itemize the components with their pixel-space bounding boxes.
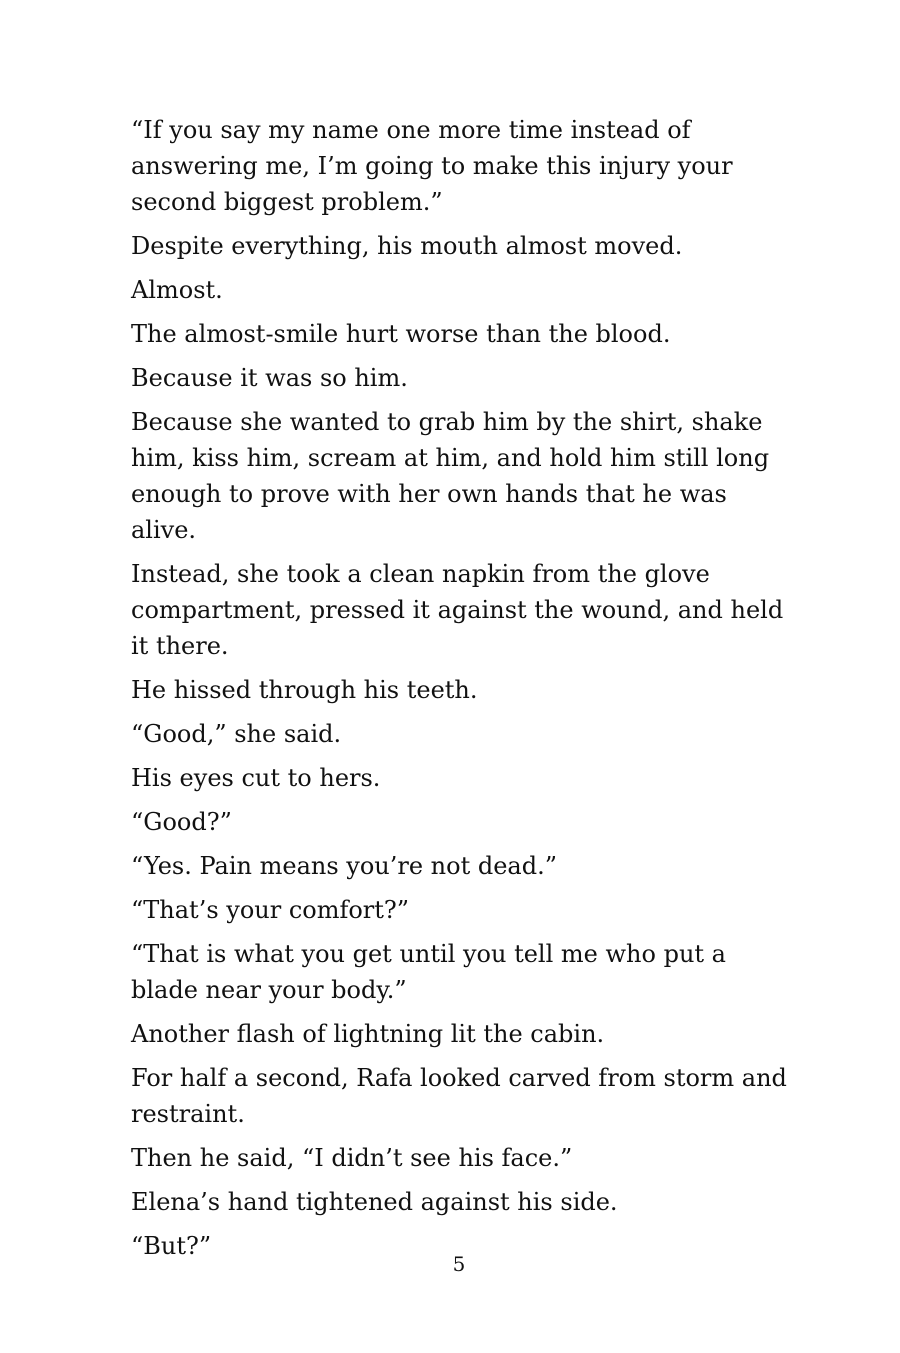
paragraph: “Good,” she said. [131,720,342,748]
paragraph: “That is what you get until you tell me who put a blade near your body.” [131,940,726,1004]
paragraph: “Good?” [131,808,232,836]
paragraph: Then he said, “I didn’t see his face.” [131,1144,573,1172]
paragraph: Instead, she took a clean napkin from the glove compartment, pressed it against the wound, and held it there. [131,560,784,660]
paragraph: “If you say my name one more time instead of answering me, I’m going to make this injury your second biggest problem.” [131,116,733,216]
paragraph: “Yes. Pain means you’re not dead.” [131,852,557,880]
paragraph: Despite everything, his mouth almost moved. [131,232,683,260]
paragraph: Another flash of lightning lit the cabin. [131,1020,605,1048]
paragraph: He hissed through his teeth. [131,676,478,704]
paragraph: For half a second, Rafa looked carved from storm and restraint. [131,1064,787,1128]
paragraph: Because she wanted to grab him by the shirt, shake him, kiss him, scream at him, and hold him still long enough to prove with her own hands that he was alive. [131,408,770,544]
page-number: 5 [452,1252,466,1276]
paragraph: The almost-smile hurt worse than the blood. [131,320,671,348]
paragraph: Because it was so him. [131,364,408,392]
paragraph: “But?” [131,1232,212,1260]
paragraph: “That’s your comfort?” [131,896,410,924]
paragraph: Almost. [131,276,223,304]
paragraph: His eyes cut to hers. [131,764,381,792]
body-text [131,112,796,1272]
paragraph: Elena’s hand tightened against his side. [131,1188,618,1216]
